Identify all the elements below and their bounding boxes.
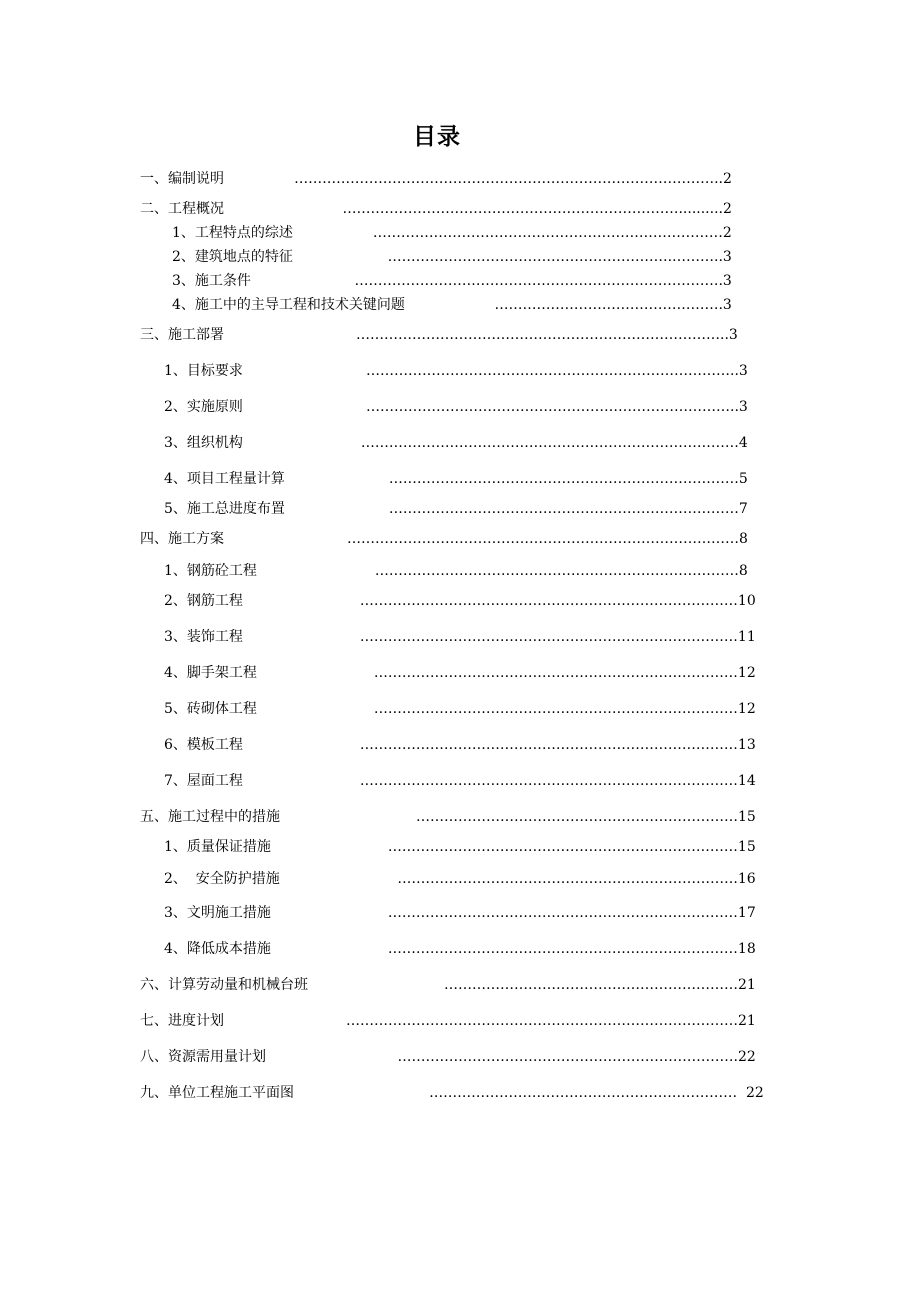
toc-entry[interactable]	[164, 902, 756, 924]
toc-entry[interactable]	[164, 560, 748, 582]
toc-entry-leader: ……………………………………………………………………..	[366, 399, 739, 415]
toc-entry-leader: …………………………………………………………………………	[347, 531, 739, 547]
toc-entry-page: 4	[738, 435, 748, 451]
toc-entry-page: 18	[737, 941, 756, 957]
toc-entry-label: 3、施工条件	[172, 273, 251, 289]
toc-entry-label: 1、目标要求	[164, 363, 243, 379]
toc-entry-leader: ……………………………………………………………….	[397, 1049, 738, 1065]
toc-entry-page: 12	[737, 665, 756, 681]
toc-entry[interactable]	[164, 836, 756, 858]
toc-entry-leader: ………………………………………………………………………	[359, 593, 738, 609]
toc-entry-leader: ………………………………………………………………………………..	[294, 171, 723, 187]
toc-entry-leader: …………………………………………………………………	[388, 471, 739, 487]
toc-entry-leader: …………………………………………………………………	[388, 501, 739, 517]
toc-entry-label: 一、编制说明	[140, 171, 224, 187]
toc-entry-label: 2、实施原则	[164, 399, 243, 415]
toc-entry-leader: …………………………………………………………	[429, 1085, 746, 1101]
toc-entry[interactable]	[164, 938, 756, 960]
toc-entry-page: 22	[738, 1049, 756, 1065]
toc-entry-leader: ………………………………………………………………………	[359, 737, 738, 753]
toc-entry-page: 2	[722, 225, 732, 241]
toc-entry[interactable]	[164, 360, 748, 382]
toc-entry[interactable]	[164, 662, 756, 684]
toc-entry-leader: ……………………………………………………………	[416, 809, 738, 825]
toc-entry-label: 1、工程特点的综述	[172, 225, 293, 241]
toc-entry-label: 九、单位工程施工平面图	[140, 1085, 294, 1101]
toc-entry-page: 15	[738, 809, 756, 825]
toc-entry-leader: ……………………………………………………………………..	[356, 327, 729, 343]
toc-entry-leader: ……………………………………………………………………	[374, 563, 739, 579]
toc-entry-label: 4、施工中的主导工程和技术关键问题	[172, 297, 405, 313]
toc-entry[interactable]	[172, 294, 732, 316]
toc-entry[interactable]	[164, 770, 756, 792]
toc-entry[interactable]	[140, 324, 738, 346]
toc-entry-label: 八、资源需用量计划	[140, 1049, 266, 1065]
toc-entry-label: 1、质量保证措施	[164, 839, 271, 855]
toc-entry-page: 3	[722, 249, 732, 265]
toc-entry-label: 2、建筑地点的特征	[172, 249, 293, 265]
toc-title: 目录	[413, 124, 461, 150]
toc-entry-leader: …………………………………………………………………	[372, 225, 723, 241]
toc-entry-leader: ……………………………………………………………….	[397, 871, 738, 887]
toc-entry-leader: ………………………………………………………………………	[360, 435, 739, 451]
toc-entry-label: 5、施工总进度布置	[164, 501, 285, 517]
toc-entry-page: 12	[737, 701, 756, 717]
toc-entry-page: 3	[728, 327, 738, 343]
toc-entry[interactable]	[140, 974, 756, 996]
toc-entry-page: 17	[737, 905, 756, 921]
toc-entry-page: 3	[738, 363, 748, 379]
toc-entry[interactable]	[140, 806, 756, 828]
toc-entry-label: 1、钢筋砼工程	[164, 563, 257, 579]
toc-entry-leader: ………………………………………………………………..........	[342, 201, 723, 217]
toc-entry-page: 8	[738, 563, 748, 579]
toc-entry-label: 七、进度计划	[140, 1013, 224, 1029]
toc-entry-page: 22	[746, 1085, 764, 1101]
toc-entry-leader: ………………………………………………………	[444, 977, 738, 993]
toc-entry-label: 四、施工方案	[140, 531, 224, 547]
toc-entry-leader: ……………………………………………………………………	[373, 701, 738, 717]
toc-entry-label: 7、屋面工程	[164, 773, 243, 789]
toc-entry-leader: ……………………………………………………………………..	[366, 363, 739, 379]
toc-entry-leader: …………………………………………………………………	[387, 839, 738, 855]
toc-entry-page: 2	[723, 201, 732, 217]
toc-entry[interactable]	[140, 1046, 756, 1068]
toc-entry[interactable]	[140, 198, 732, 220]
toc-entry[interactable]	[164, 698, 756, 720]
toc-entry-page: 21	[738, 977, 756, 993]
toc-entry[interactable]	[140, 168, 732, 190]
toc-entry-leader: …………………………………………………………………………	[346, 1013, 738, 1029]
toc-entry-label: 4、脚手架工程	[164, 665, 257, 681]
toc-entry-page: 15	[737, 839, 756, 855]
toc-entry-page: 2	[723, 171, 732, 187]
toc-entry-label: 2、 安全防护措施	[164, 871, 280, 887]
toc-entry[interactable]	[164, 590, 756, 612]
toc-entry-page: 11	[737, 629, 756, 645]
toc-entry[interactable]	[164, 626, 756, 648]
toc-entry[interactable]	[164, 868, 756, 890]
toc-entry-page: 13	[737, 737, 756, 753]
toc-entry[interactable]	[172, 270, 732, 292]
toc-entry-label: 4、降低成本措施	[164, 941, 271, 957]
toc-entry-page: 14	[737, 773, 756, 789]
toc-entry-page: 3	[722, 297, 732, 313]
toc-entry[interactable]	[172, 222, 732, 244]
toc-entry[interactable]	[164, 432, 748, 454]
toc-entry[interactable]	[164, 734, 756, 756]
toc-entry-label: 二、工程概况	[140, 201, 224, 217]
toc-entry-page: 21	[738, 1013, 756, 1029]
toc-entry-leader: …………………………………………………………………	[387, 941, 738, 957]
toc-entry-label: 4、项目工程量计算	[164, 471, 285, 487]
toc-entry[interactable]	[172, 246, 732, 268]
toc-entry[interactable]	[164, 498, 748, 520]
toc-entry[interactable]	[164, 396, 748, 418]
toc-entry-page: 16	[737, 871, 756, 887]
toc-entry[interactable]	[140, 1082, 764, 1104]
toc-entry-leader: ……………………………………………………………………	[373, 665, 738, 681]
toc-entry-page: 8	[739, 531, 748, 547]
toc-entry-label: 五、施工过程中的措施	[140, 809, 280, 825]
toc-entry-leader: ………………………………………………………………………	[359, 773, 738, 789]
toc-entry-leader: …………………………………………………………………	[387, 905, 738, 921]
toc-entry-label: 六、计算劳动量和机械台班	[140, 977, 308, 993]
toc-entry-page: 10	[737, 593, 756, 609]
toc-entry-label: 2、钢筋工程	[164, 593, 243, 609]
toc-entry-label: 3、文明施工措施	[164, 905, 271, 921]
toc-entry[interactable]	[164, 468, 748, 490]
toc-entry-page: 3	[722, 273, 732, 289]
toc-entry[interactable]	[140, 1010, 756, 1032]
toc-entry-label: 三、施工部署	[140, 327, 233, 343]
toc-entry-page: 7	[738, 501, 748, 517]
toc-entry-label: 3、组织机构	[164, 435, 243, 451]
toc-entry-leader: …………………………………………………………………….	[354, 273, 723, 289]
toc-entry-leader: ………………………………………………………………………	[359, 629, 738, 645]
toc-entry-leader: …………………………………………………….………..	[387, 249, 723, 265]
toc-entry-page: 3	[738, 399, 748, 415]
toc-entry-label: 3、装饰工程	[164, 629, 243, 645]
toc-entry-page: 5	[738, 471, 748, 487]
toc-entry[interactable]	[140, 528, 748, 550]
toc-entry-label: 5、砖砌体工程	[164, 701, 257, 717]
toc-entry-leader: ………………………………………….	[494, 297, 723, 313]
toc-entry-label: 6、模板工程	[164, 737, 243, 753]
